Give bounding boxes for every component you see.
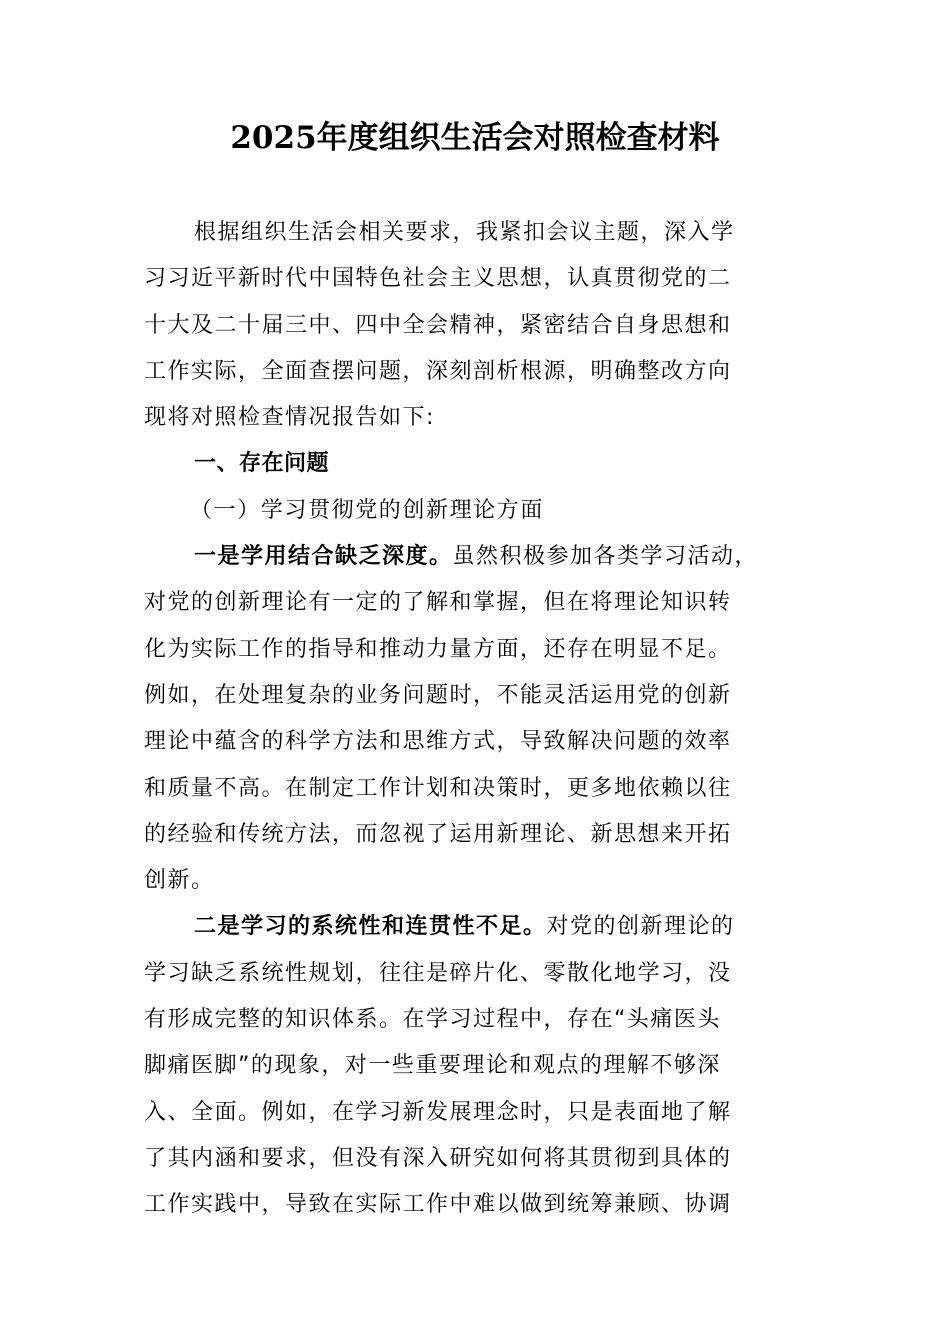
intro-line: 十大及二十届三中、四中全会精神，紧密结合自身思想和 — [144, 312, 732, 338]
section-heading: 一、存在问题 — [194, 451, 330, 477]
document-title: 2025年度组织生活会对照检查材料 — [230, 120, 720, 156]
paragraph-line: 的经验和传统方法，而忽视了运用新理论、新思想来开拓 — [144, 821, 732, 847]
paragraph-line: 例如，在处理复杂的业务问题时，不能灵活运用党的创新 — [144, 682, 732, 708]
point-one-lead: 一是学用结合缺乏深度。 — [194, 544, 453, 570]
point-one-text: 虽然积极参加各类学习活动， — [452, 544, 759, 570]
paragraph-line: 有形成完整的知识体系。在学习过程中，存在“头痛医头 — [144, 1007, 721, 1033]
document-body — [144, 210, 814, 1229]
paragraph-line: 学习缺乏系统性规划，往往是碎片化、零散化地学习，没 — [144, 960, 732, 986]
intro-line: 工作实际，全面查摆问题，深刻剖析根源，明确整改方向 — [144, 358, 732, 384]
paragraph-line: 化为实际工作的指导和推动力量方面，还存在明显不足。 — [144, 636, 732, 662]
point-one-first-line — [144, 534, 814, 580]
intro-line: 习习近平新时代中国特色社会主义思想，认真贯彻党的二 — [144, 266, 732, 292]
paragraph-line: 对党的创新理论有一定的了解和掌握，但在将理论知识转 — [144, 590, 732, 616]
intro-line: 根据组织生活会相关要求，我紧扣会议主题，深入学 — [194, 220, 735, 245]
paragraph-line: 了其内涵和要求，但没有深入研究如何将其贯彻到具体的 — [144, 1145, 732, 1171]
paragraph-line: 创新。 — [144, 868, 215, 894]
point-two-paragraph — [144, 904, 814, 1228]
point-two-first-line — [144, 904, 814, 950]
paragraph-line: 工作实践中，导致在实际工作中难以做到统筹兼顾、协调 — [144, 1192, 732, 1218]
subsection-heading: （一）学习贯彻党的创新理论方面 — [190, 497, 545, 523]
intro-paragraph — [144, 210, 814, 441]
point-two-lead: 二是学习的系统性和连贯性不足。 — [194, 914, 547, 940]
paragraph-line: 和质量不高。在制定工作计划和决策时，更多地依赖以往 — [144, 775, 732, 801]
paragraph-line: 理论中蕴含的科学方法和思维方式，导致解决问题的效率 — [144, 729, 732, 755]
paragraph-line: 入、全面。例如，在学习新发展理念时，只是表面地了解 — [144, 1099, 732, 1125]
point-one-paragraph — [144, 534, 814, 904]
paragraph-line: 脚痛医脚”的现象，对一些重要理论和观点的理解不够深 — [144, 1053, 721, 1079]
intro-line: 现将对照检查情况报告如下: — [144, 405, 435, 431]
point-two-text: 对党的创新理论的 — [546, 914, 735, 940]
